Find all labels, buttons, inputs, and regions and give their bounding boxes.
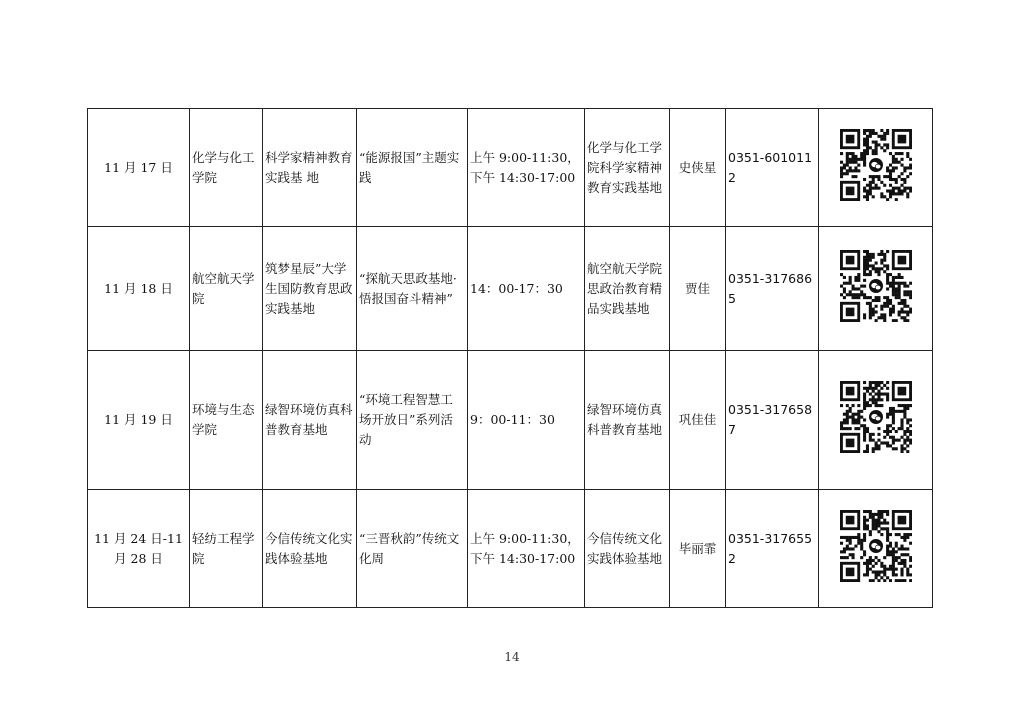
activity-schedule-table <box>87 108 933 608</box>
college-cell: 化学与化工学院 <box>190 109 263 227</box>
table-row <box>88 227 933 351</box>
base-cell: 今信传统文化实践体验基地 <box>263 490 357 608</box>
date-cell: 11 月 17 日 <box>88 109 190 227</box>
phone-cell: 0351-6010112 <box>726 109 819 227</box>
date-cell: 11 月 24 日-11 月 28 日 <box>88 490 190 608</box>
activity-cell: “环境工程智慧工场开放日”系列活动 <box>357 351 468 490</box>
contact-cell: 巩佳佳 <box>670 351 726 490</box>
date-cell: 11 月 18 日 <box>88 227 190 351</box>
college-cell: 轻纺工程学院 <box>190 490 263 608</box>
college-cell: 环境与生态学院 <box>190 351 263 490</box>
qr-cell <box>819 490 933 608</box>
time-cell: 上午 9:00-11:30，下午 14:30-17:00 <box>468 109 585 227</box>
college-cell: 航空航天学院 <box>190 227 263 351</box>
activity-cell: “能源报国”主题实践 <box>357 109 468 227</box>
wechat-qr-code-icon[interactable] <box>840 129 912 201</box>
venue-cell: 航空航天学院思政治教育精品实践基地 <box>585 227 670 351</box>
qr-cell <box>819 227 933 351</box>
venue-cell: 化学与化工学院科学家精神教育实践基地 <box>585 109 670 227</box>
base-cell: 筑梦星辰”大学生国防教育思政实践基地 <box>263 227 357 351</box>
phone-cell: 0351-3176865 <box>726 227 819 351</box>
table-row <box>88 109 933 227</box>
page-number: 14 <box>504 650 520 664</box>
activity-cell: “三晋秋韵”传统文化周 <box>357 490 468 608</box>
wechat-qr-code-icon[interactable] <box>840 250 912 322</box>
time-cell: 上午 9:00-11:30，下午 14:30-17:00 <box>468 490 585 608</box>
qr-cell <box>819 351 933 490</box>
venue-cell: 今信传统文化实践体验基地 <box>585 490 670 608</box>
contact-cell: 毕丽霏 <box>670 490 726 608</box>
table-row <box>88 351 933 490</box>
phone-cell: 0351-3176587 <box>726 351 819 490</box>
contact-cell: 史侠星 <box>670 109 726 227</box>
time-cell: 9：00-11：30 <box>468 351 585 490</box>
phone-cell: 0351-3176552 <box>726 490 819 608</box>
time-cell: 14：00-17：30 <box>468 227 585 351</box>
base-cell: 绿智环境仿真科普教育基地 <box>263 351 357 490</box>
base-cell: 科学家精神教育实践基 地 <box>263 109 357 227</box>
date-cell: 11 月 19 日 <box>88 351 190 490</box>
contact-cell: 贾佳 <box>670 227 726 351</box>
table-row <box>88 490 933 608</box>
venue-cell: 绿智环境仿真科普教育基地 <box>585 351 670 490</box>
wechat-qr-code-icon[interactable] <box>840 510 912 582</box>
activity-cell: “探航天思政基地·悟报国奋斗精神” <box>357 227 468 351</box>
wechat-qr-code-icon[interactable] <box>840 381 912 453</box>
qr-cell <box>819 109 933 227</box>
